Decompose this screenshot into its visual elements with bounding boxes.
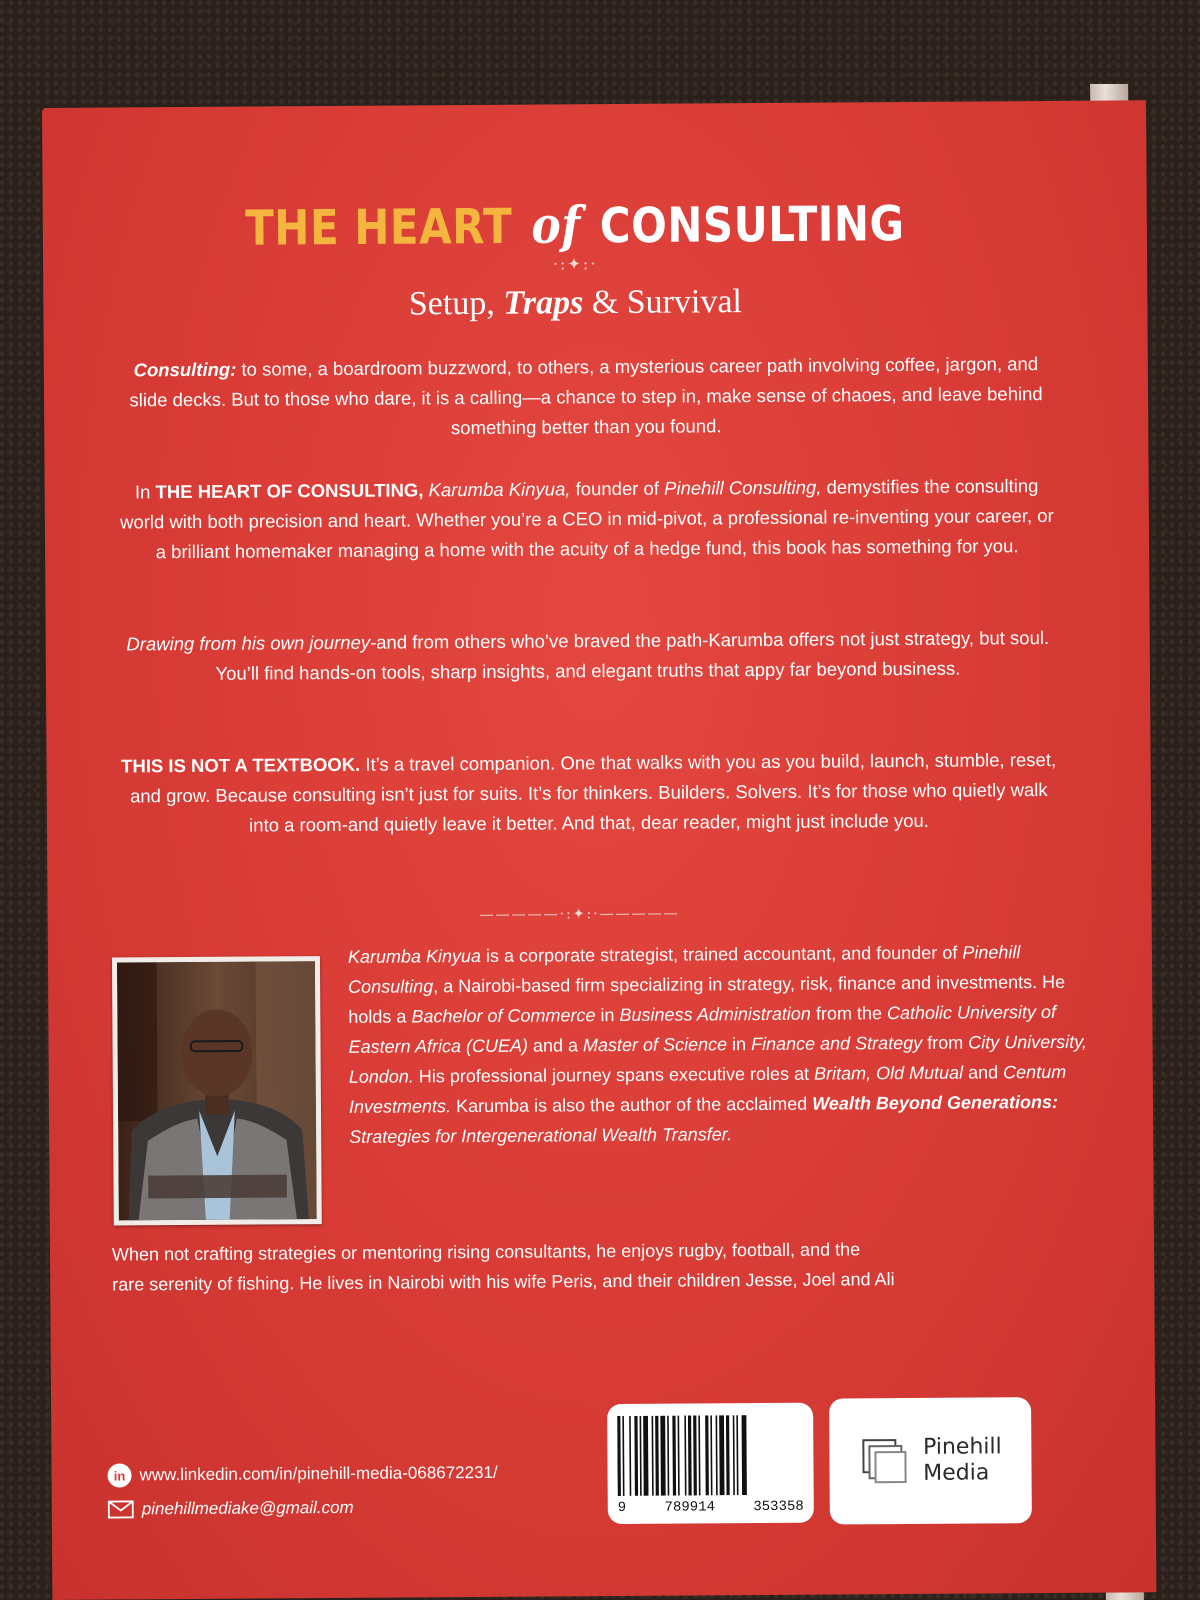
- barcode-bar: [672, 1416, 676, 1496]
- barcode-bar: [678, 1416, 680, 1496]
- title-part-2: of: [531, 196, 581, 256]
- employer: Centum Investments.: [348, 1061, 1067, 1117]
- book-title: [43, 193, 1107, 259]
- barcode-bar: [733, 1415, 735, 1495]
- author-name: Karumba Kinyua: [347, 945, 482, 967]
- text-span: and: [963, 1062, 1004, 1083]
- text-span: from the: [810, 1003, 888, 1024]
- bold-lead: THIS IS NOT A TEXTBOOK.: [121, 753, 361, 777]
- barcode-bar: [726, 1415, 730, 1495]
- isbn-number: [618, 1499, 804, 1516]
- text-span: demystifies the consulting world with both precision and heart. Whether you’re a CEO in mid-pivot, a professional re-inventing your career, or a brilliant homemaker managing a home with the acuity of a hedge fund, this book has something for you.: [119, 475, 1054, 563]
- bio-line: When not crafting strategies or mentoring rising consultants, he enjoys rugby, football, and the: [111, 1239, 861, 1265]
- text-span: , a Nairobi-based firm specializing in strategy, risk, finance and investments. He holds a: [348, 971, 1066, 1027]
- barcode-bar: [719, 1415, 724, 1495]
- envelope-icon: [108, 1500, 134, 1518]
- text-span: in: [726, 1034, 752, 1055]
- subtitle-part-1: Setup,: [408, 284, 495, 323]
- barcode-bar: [698, 1415, 700, 1495]
- firm-name: Pinehill Consulting,: [664, 476, 822, 499]
- barcode-bar: [655, 1416, 659, 1496]
- diamond-flourish-icon: —————·:✦:·—————: [479, 905, 680, 923]
- text-span: His professional journey spans executive roles at: [413, 1063, 815, 1087]
- author-portrait-image: [117, 961, 317, 1220]
- employers: Britam, Old Mutual: [813, 1062, 964, 1084]
- blurb-paragraph-2: [115, 471, 1060, 568]
- italic-lead: Drawing from his own journey-: [126, 631, 377, 655]
- degree: Master of Science: [582, 1034, 728, 1056]
- barcode-bar: [667, 1416, 669, 1496]
- linkedin-contact: [107, 1461, 497, 1488]
- blurb-text: to some, a boardroom buzzword, to others, a mysterious career path involving coffee, jargon, and slide decks. But to those who dare, it is a calling—a chance to step in, make sense of chaoes, and leave behind something better than you found.: [129, 353, 1043, 439]
- title-part-1: THE HEART: [244, 198, 513, 257]
- text-span: from: [922, 1032, 969, 1053]
- author-bio-continued: [112, 1233, 1114, 1300]
- university: Catholic University of Eastern Africa (CUEA): [348, 1001, 1057, 1057]
- author-name: Karumba Kinyua,: [423, 478, 571, 501]
- isbn-prefix: 9: [617, 1499, 627, 1517]
- publisher-line-1: Pinehill: [922, 1434, 1002, 1460]
- barcode-bar: [710, 1415, 712, 1495]
- blurb-paragraph-3: [116, 623, 1060, 690]
- barcode-bars: [617, 1415, 804, 1496]
- blurb-paragraph-4: [116, 745, 1061, 842]
- barcode-bar: [634, 1416, 638, 1496]
- degree: Bachelor of Commerce: [411, 1005, 596, 1027]
- isbn-group-2: 353358: [753, 1498, 804, 1516]
- barcode-bar: [688, 1416, 692, 1496]
- text-span: founder of: [570, 477, 665, 500]
- barcode-bar: [705, 1415, 709, 1495]
- title-part-3: CONSULTING: [599, 195, 905, 254]
- linkedin-url[interactable]: www.linkedin.com/in/pinehill-media-068672231/: [139, 1462, 498, 1485]
- blurb-lead: Consulting:: [133, 358, 237, 381]
- stacked-squares-icon: [859, 1436, 909, 1486]
- barcode-bar: [684, 1416, 686, 1496]
- publisher-line-2: Media: [923, 1460, 990, 1486]
- isbn-barcode: [607, 1403, 814, 1524]
- book-back-cover: [42, 100, 1156, 1600]
- barcode-bar: [643, 1416, 648, 1496]
- barcode-bar: [617, 1416, 621, 1496]
- barcode-bar: [716, 1415, 718, 1495]
- barcode-bar: [742, 1415, 747, 1495]
- text-span: in: [595, 1004, 620, 1026]
- text-span: Karumba is also the author of the acclaimed: [450, 1093, 813, 1117]
- email-contact: [108, 1498, 354, 1520]
- barcode-bar: [622, 1416, 624, 1496]
- barcode-bar: [693, 1415, 697, 1495]
- author-bio: [348, 937, 1093, 1152]
- barcode-bar: [640, 1416, 642, 1496]
- blurb-paragraph-1: [114, 349, 1059, 446]
- author-photo: [112, 956, 322, 1225]
- book-subtitle: [43, 281, 1107, 326]
- other-book-title: Wealth Beyond Generations:: [812, 1091, 1059, 1114]
- barcode-bar: [736, 1415, 738, 1495]
- publisher-logo: [829, 1397, 1032, 1524]
- linkedin-icon: in: [107, 1463, 131, 1487]
- book-name-bold: THE HEART OF CONSULTING,: [155, 479, 424, 503]
- barcode-bar: [652, 1416, 654, 1496]
- text-span: and from others who’ve braved the path-Karumba offers not just strategy, but soul. You’ll find hands-on tools, sharp insights, and elegant truths that appy far beyond business.: [215, 626, 1050, 684]
- publisher-name: [923, 1434, 1002, 1487]
- text-span: and a: [527, 1035, 584, 1056]
- firm-name: Pinehill Consulting: [348, 942, 1021, 997]
- subtitle-part-2: Traps: [503, 284, 584, 322]
- text-span: In: [134, 481, 156, 503]
- diamond-flourish-icon: ·:✦:·: [552, 254, 598, 274]
- other-book-subtitle: Strategies for Intergenerational Wealth Transfer.: [349, 1124, 733, 1147]
- barcode-bar: [629, 1416, 631, 1496]
- degree-field: Finance and Strategy: [750, 1032, 923, 1055]
- barcode-bar: [660, 1416, 665, 1496]
- university: City University, London.: [348, 1031, 1087, 1087]
- text-span: is a corporate strategist, trained accountant, and founder of: [480, 942, 963, 966]
- degree-field: Business Administration: [619, 1003, 811, 1025]
- subtitle-part-3: & Survival: [591, 283, 743, 322]
- text-span: It’s a travel companion. One that walks with you as you build, launch, stumble, reset, and grow. Because consulting isn’t just for suits. It’s for thinkers. Builders. Solvers. It’s for those who quietly walk into a room-and quietly leave it better. And that, dear reader, might just include you.: [129, 748, 1057, 836]
- bio-line: rare serenity of fishing. He lives in Nairobi with his wife Peris, and their children Jesse, Joel and Ali: [112, 1269, 895, 1295]
- email-address[interactable]: pinehillmediake@gmail.com: [141, 1497, 354, 1519]
- isbn-group-1: 789914: [664, 1499, 716, 1516]
